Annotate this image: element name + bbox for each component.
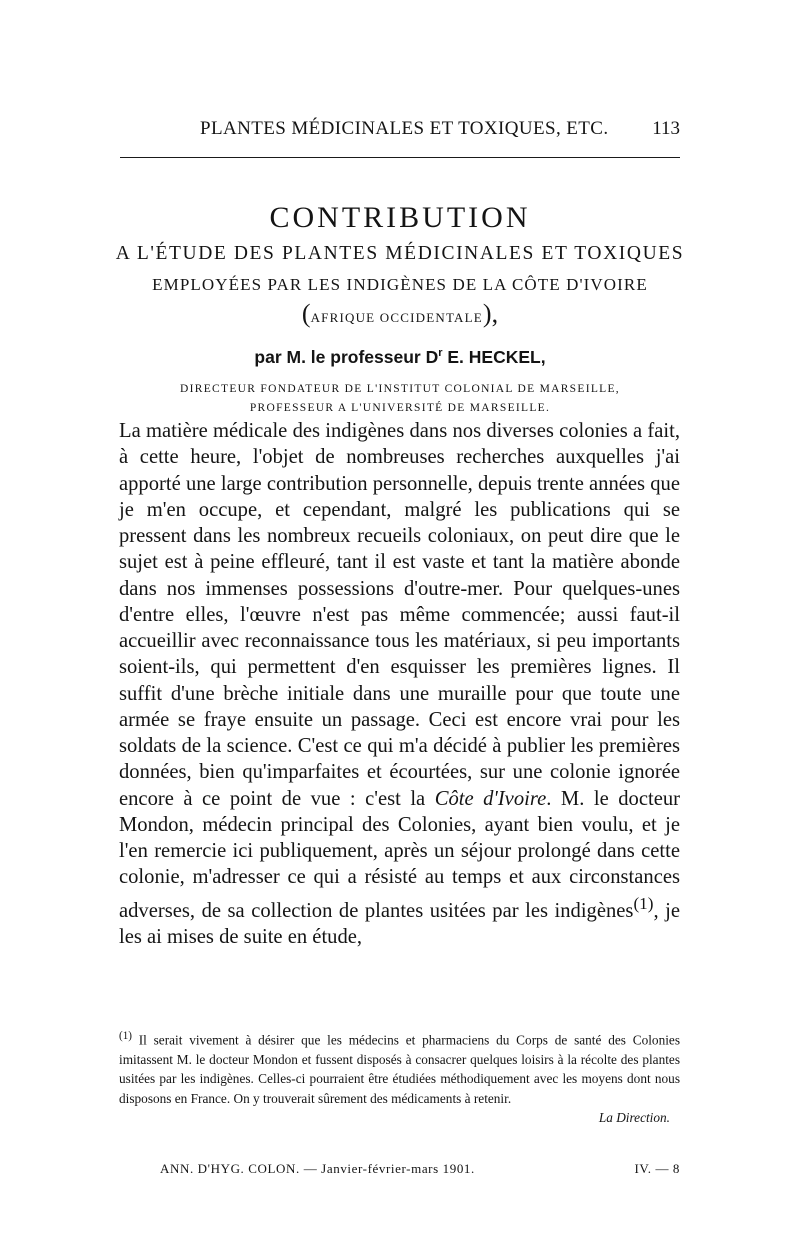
footnote-text: Il serait vivement à désirer que les médecins et pharmaciens du Corps de santé des Colonies imitassent M. le docteur Mondon et fussent disposés à consacrer quelques loisirs à la récolte des plantes usitées par les indigènes. Celles-ci pourraient être étudiées méthodiquement avec les moyens dont nous disposons en France. On y trouverait sûrement des médicaments à retenir. <box>119 1032 680 1106</box>
author-affiliation-1: DIRECTEUR FONDATEUR DE L'INSTITUT COLONIAL DE MARSEILLE, <box>180 382 620 395</box>
body-text-part2: . M. le docteur Mondon, médecin principal des Colonies, ayant bien voulu, et je l'en remercie ici publiquement, après un séjour prolongé dans cette colonie, m'adresser ce qui a résisté au temps et aux circonstances adverses, de sa collection de plantes usitées par les indigènes <box>119 787 680 922</box>
footnote-marker: (1) <box>119 1030 132 1042</box>
footnote <box>119 1027 680 1128</box>
author-name: E. HECKEL, <box>442 346 546 367</box>
author-title-sup: r <box>438 347 443 359</box>
article-title: CONTRIBUTION <box>269 201 531 234</box>
page-number: 113 <box>652 118 680 139</box>
bottom-imprint-line <box>160 1161 680 1181</box>
body-text-part1: La matière médicale des indigènes dans nos diverses colonies a fait, à cette heure, l'objet de nombreuses recherches auxquelles j'ai apporté une large contribution personnelle, depuis trente années que je m'en occupe, et cependant, malgré les publications qui se pressent dans les nombreux recueils coloniaux, on peut dire que le sujet est à peine effleuré, tant il est vaste et tant la matière abonde dans nos immenses possessions d'outre-mer. Pour quelques-unes d'entre elles, l'œuvre n'est pas même commencée; aussi faut-il accueillir avec reconnaissance tous les matériaux, si peu importants soient-ils, qui permettent d'en esquisser les premières lignes. Il suffit d'une brèche initiale dans une muraille pour que toute une armée se fraye ensuite un passage. Ceci est encore vrai pour les soldats de la science. C'est ce qui m'a décidé à publier les premières données, bien qu'imparfaites et écourtées, sur une colonie ignorée encore à ce point de vue : c'est la <box>119 420 680 810</box>
body-paragraph <box>119 418 680 950</box>
header-rule <box>120 157 680 158</box>
region-close-paren: ), <box>482 299 499 328</box>
author-prefix: par M. le professeur D <box>254 346 439 367</box>
region-name: AFRIQUE OCCIDENTALE <box>310 310 483 325</box>
journal-imprint: ANN. D'HYG. COLON. — Janvier-février-mars 1901. <box>160 1161 475 1176</box>
body-place-name: Côte d'Ivoire <box>434 787 547 810</box>
article-subtitle-line1: A L'ÉTUDE DES PLANTES MÉDICINALES ET TOXIQUES <box>115 243 685 264</box>
article-heading <box>100 200 700 418</box>
footnote-reference: (1) <box>633 893 654 913</box>
article-subtitle-line2: EMPLOYÉES PAR LES INDIGÈNES DE LA CÔTE D'IVOIRE <box>152 275 648 294</box>
running-head <box>120 118 680 144</box>
footnote-signature: La Direction. <box>598 1110 670 1126</box>
author-affiliation-2: PROFESSEUR A L'UNIVERSITÉ DE MARSEILLE. <box>249 401 551 414</box>
region-open-paren: ( <box>301 299 311 328</box>
body-text-part3: , je les ai mises de suite en étude, <box>119 899 680 948</box>
article-region <box>100 300 700 332</box>
running-title: PLANTES MÉDICINALES ET TOXIQUES, ETC. <box>200 118 609 139</box>
sheet-signature: IV. — 8 <box>634 1161 680 1176</box>
article-author <box>100 340 700 370</box>
footnote-body <box>119 1027 680 1108</box>
